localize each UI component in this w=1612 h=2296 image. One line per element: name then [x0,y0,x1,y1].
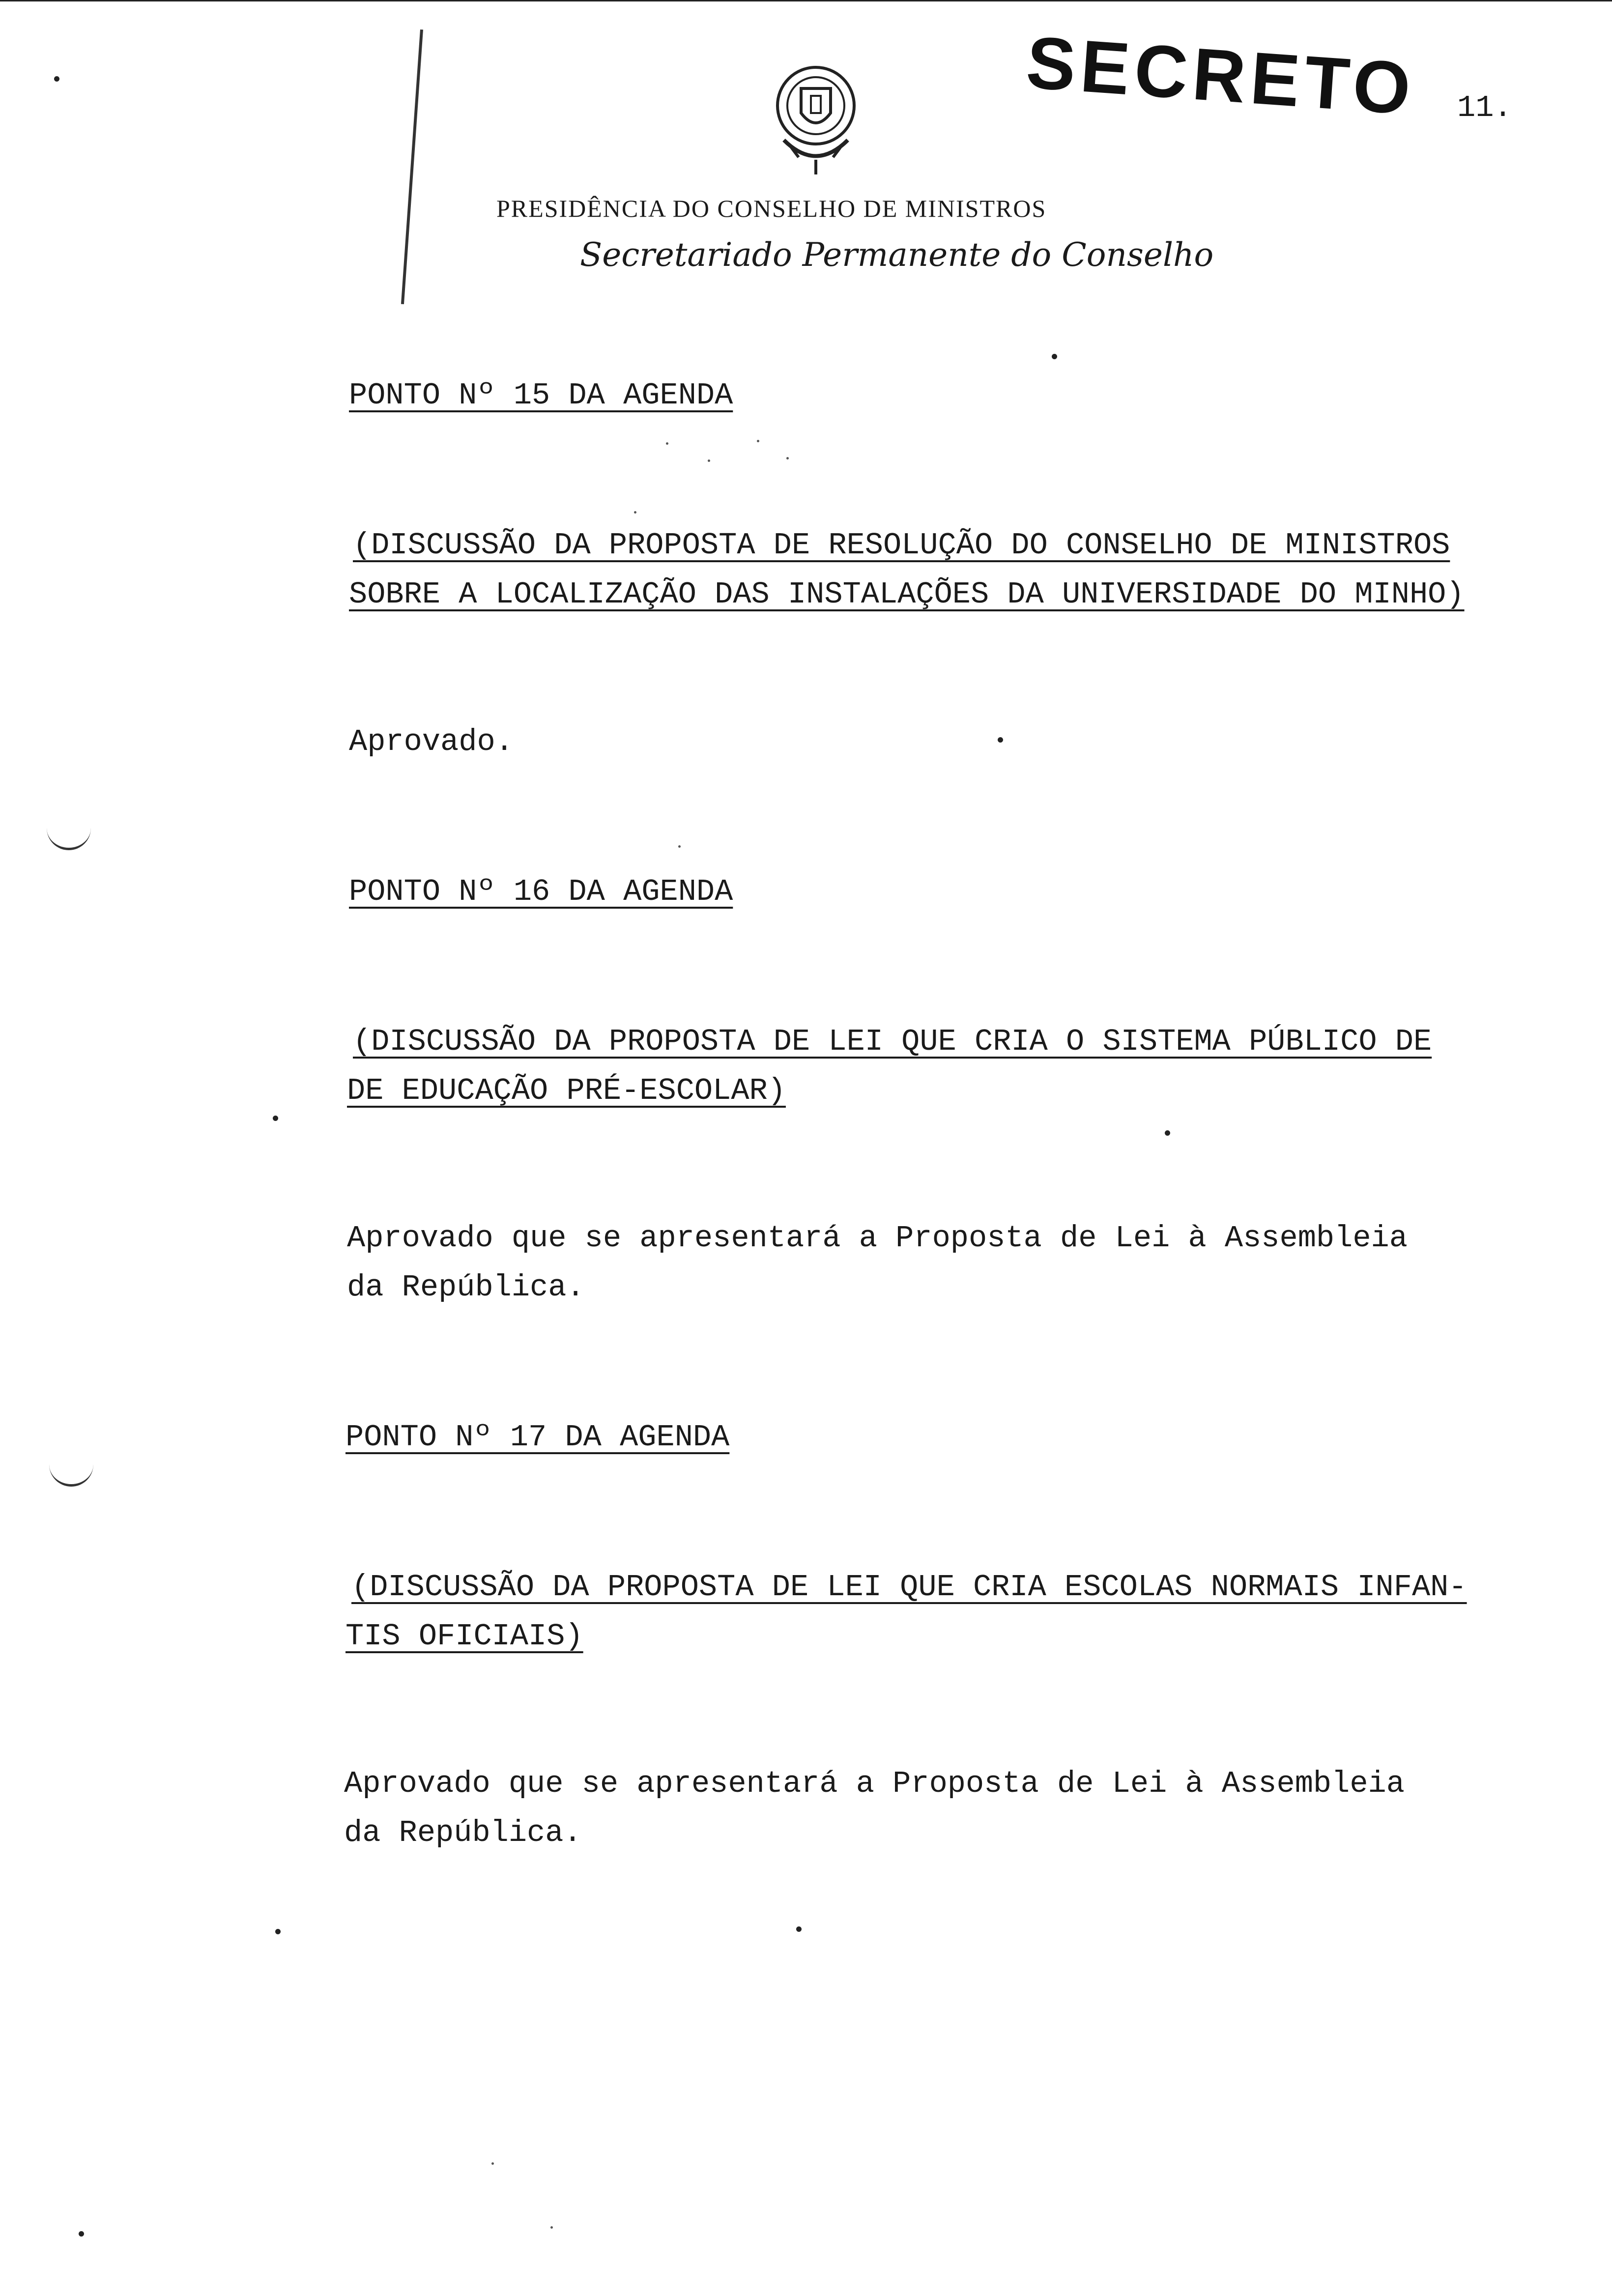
agenda-topic-line: TIS OFICIAIS) [345,1619,583,1654]
scan-speck [634,511,636,514]
secretariat-subtitle: Secretariado Permanente do Conselho [580,236,1214,274]
agenda-item-heading: PONTO Nº 15 DA AGENDA [349,378,733,413]
scan-mark [1052,354,1057,359]
agenda-decision-line: Aprovado que se apresentará a Proposta de Lei à Assembleia [347,1221,1408,1256]
organization-name: PRESIDÊNCIA DO CONSELHO DE MINISTROS [496,195,1047,222]
agenda-decision-line: da República. [344,1815,582,1850]
agenda-decision-line: Aprovado. [349,724,514,759]
agenda-item-heading: PONTO Nº 16 DA AGENDA [349,874,733,909]
scan-mark [273,1116,278,1121]
scan-mark [998,737,1003,743]
classification-stamp: SECRETO [1024,20,1418,130]
scan-speck [708,459,710,462]
scan-speck [786,457,789,459]
margin-pen-line [401,29,423,304]
agenda-topic-line: (DISCUSSÃO DA PROPOSTA DE LEI QUE CRIA ESCOLAS NORMAIS INFAN- [351,1570,1467,1605]
scan-mark [54,76,59,82]
agenda-topic-line: (DISCUSSÃO DA PROPOSTA DE LEI QUE CRIA O SISTEMA PÚBLICO DE [353,1024,1432,1059]
top-border-line [0,0,1612,1]
agenda-topic-line: DE EDUCAÇÃO PRÉ-ESCOLAR) [347,1073,786,1108]
agenda-topic-line: SOBRE A LOCALIZAÇÃO DAS INSTALAÇÕES DA UNIVERSIDADE DO MINHO) [349,577,1465,612]
scan-speck [678,845,681,848]
agenda-item-heading: PONTO Nº 17 DA AGENDA [345,1420,730,1455]
scan-mark [79,2231,84,2237]
page-number: 11. [1457,90,1512,125]
scan-mark [275,1929,281,1934]
agenda-topic-line: (DISCUSSÃO DA PROPOSTA DE RESOLUÇÃO DO CONSELHO DE MINISTROS [353,528,1450,563]
agenda-decision-line: da República. [347,1270,585,1305]
scan-speck [666,442,668,445]
scan-margin-mark [47,818,91,850]
coat-of-arms-icon [764,59,867,182]
scan-mark [796,1926,802,1932]
scan-speck [491,2162,494,2165]
scan-mark [1165,1130,1170,1136]
scan-speck [757,440,759,442]
scan-speck [550,2226,553,2229]
agenda-decision-line: Aprovado que se apresentará a Proposta de Lei à Assembleia [344,1766,1405,1801]
scan-margin-mark [49,1455,93,1487]
